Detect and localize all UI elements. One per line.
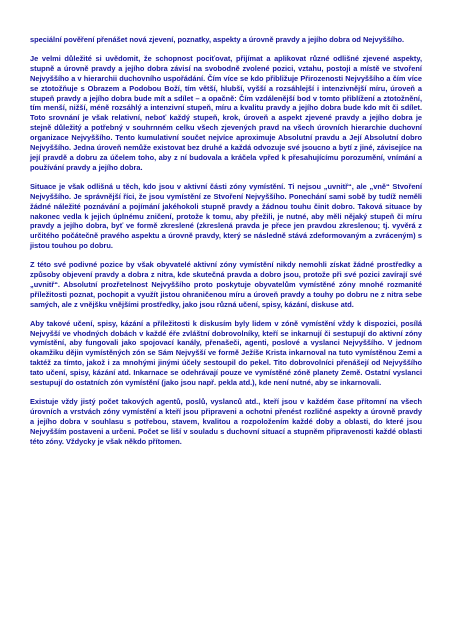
paragraph-2: Je velmi důležité si uvědomit, že schopnost pociťovat, přijímat a aplikovat různé odlišné zjevené aspekty, stupně a úrovně pravdy a jejího dobra závisí na svobodně zvolené pozici, vztahu, postoji a místě ve stvoření Nejvyššího a v hierarchii duchovního uspořádání. Čím více se kdo přibližuje Přirozenosti Nejvyššího a čím více se ztotožňuje s Obrazem a Podobou Boží, tím větší, hlubší, vyšší a rozsáhlejší i intenzivnější míru, úroveň a stupeň pravdy a jejího dobra bude mít a sdílet – a opačně: Čím vzdálenější bod v tomto přiblížení a ztotožnění, tím menší, nižší, méně rozsáhlý a intenzivní stupeň, míru a kvalitu pravdy a jejího dobra bude kdo mít či sdílet. Toto srovnání je však relativní, neboť každý stupeň, krok, úroveň a aspekt zjevené pravdy a jejího dobra je stejně důležitý a potřebný v souhrnném celku všech zjevených pravd na všech úrovních hierarchie duchovní organizace Nejvyššího. Tento kumulativní součet nejvíce aproximuje Absolutní pravdu a Její Absolutní dobro Nejvyššího. Jedna úroveň nemůže existovat bez druhé a každá odvozuje své jsoucno a bytí z jiné, závisejíce na její pravdě a dobru za účelem toho, aby z ní budovala a kráčela vpřed k přesahujícímu porozumění, vnímání a používání pravdy a jejího dobra. <box>30 53 422 172</box>
document-page <box>30 35 422 456</box>
paragraph-1: speciální pověření přenášet nová zjevení, poznatky, aspekty a úrovně pravdy a jejího dobra od Nejvyššího. <box>30 35 405 44</box>
paragraph-5: Aby takové učení, spisy, kázání a příležitosti k diskusím byly lidem v zóně vymístění vždy k dispozici, posílá Nejvyšší ve vhodných dobách v každé éře zvláštní dobrovolníky, kteří se inkarnují či sestupují do aktivní zóny vymístění, aby fungovali jako spojovací kanály, přenašeči, agenti, poslové a vyslanci Nejvyššího. V jednom okamžiku dějin vymístěných zón se Sám Nejvyšší ve formě Ježíše Krista inkarnoval na tuto vymístěnou Zemi a taktéž za tímto, jakož i za mnohými jinými účely sestoupil do pekel. Tito dobrovolníci přenášejí od Nejvyššího tato učení, spisy, kázání atd. Inkarnace se odehrávají pouze ve vymístěné zóně planety Země. Ostatní vyslanci sestupují do ostatních zón vymístění (jako jsou např. pekla atd.), kde není nutné, aby se inkarnovali. <box>30 318 422 388</box>
paragraph-4: Z této své podivné pozice by však obyvatelé aktivní zóny vymístění nikdy nemohli získat žádné prostředky a způsoby objevení pravdy a dobra z nitra, kde skutečná pravda a dobro jsou, protože při své pozici zavírají své „uvnitř“. Absolutní prozřetelnost Nejvyššího proto poskytuje obyvatelům vymístěné zóny mnohé rozmanité příležitosti poznat, pochopit a využít jistou ohraničenou míru a úroveň pravdy a touhy po dobru ne z nitra sebe samých, ale z vnějšku vnějšími prostředky, jako jsou různá učení, spisy, kázání, diskuse atd. <box>30 260 422 309</box>
paragraph-3: Situace je však odlišná u těch, kdo jsou v aktivní části zóny vymístění. Ti nejsou „uvnitř“, ale „vně“ Stvoření Nejvyššího. Je správnější říci, že jsou vymístění ze Stvoření Nejvyššího. Ponechání sami sobě by tudíž neměli žádné náležité poznávání a pojímání jakéhokoli stupně pravdy a žádnou touhu činit dobro. Taková situace by nakonec vedla k jejich úplnému zničení, protože k tomu, aby přežili, je nutné, aby měli nějaký stupeň či míru pravdy a jejího dobra, byť ve formě zkreslené (zkreslená pravda je přece jen pravdou zkreslenou; tj. vyvěrá z určitého počátečně pravého aspektu a úrovně pravdy, který se následně stává zdeformovaným a zvráceným) s jistou touhou po dobru. <box>30 181 422 251</box>
paragraph-6: Existuje vždy jistý počet takových agentů, poslů, vyslanců atd., kteří jsou v každém čase přítomní na všech úrovních a vrstvách zóny vymístění a kteří jsou připraveni a ochotni přenést rozličné aspekty a úrovně pravdy a jejího dobra v souhlasu s potřebou, stavem, kvalitou a rozpoložením každé doby a oblasti, do které jsou Nejvyšším postaveni a určeni. Počet se liší v souladu s duchovní situací a stupněm připravenosti každé oblasti této zóny. Vždycky je však někdo přítomen. <box>30 397 422 446</box>
